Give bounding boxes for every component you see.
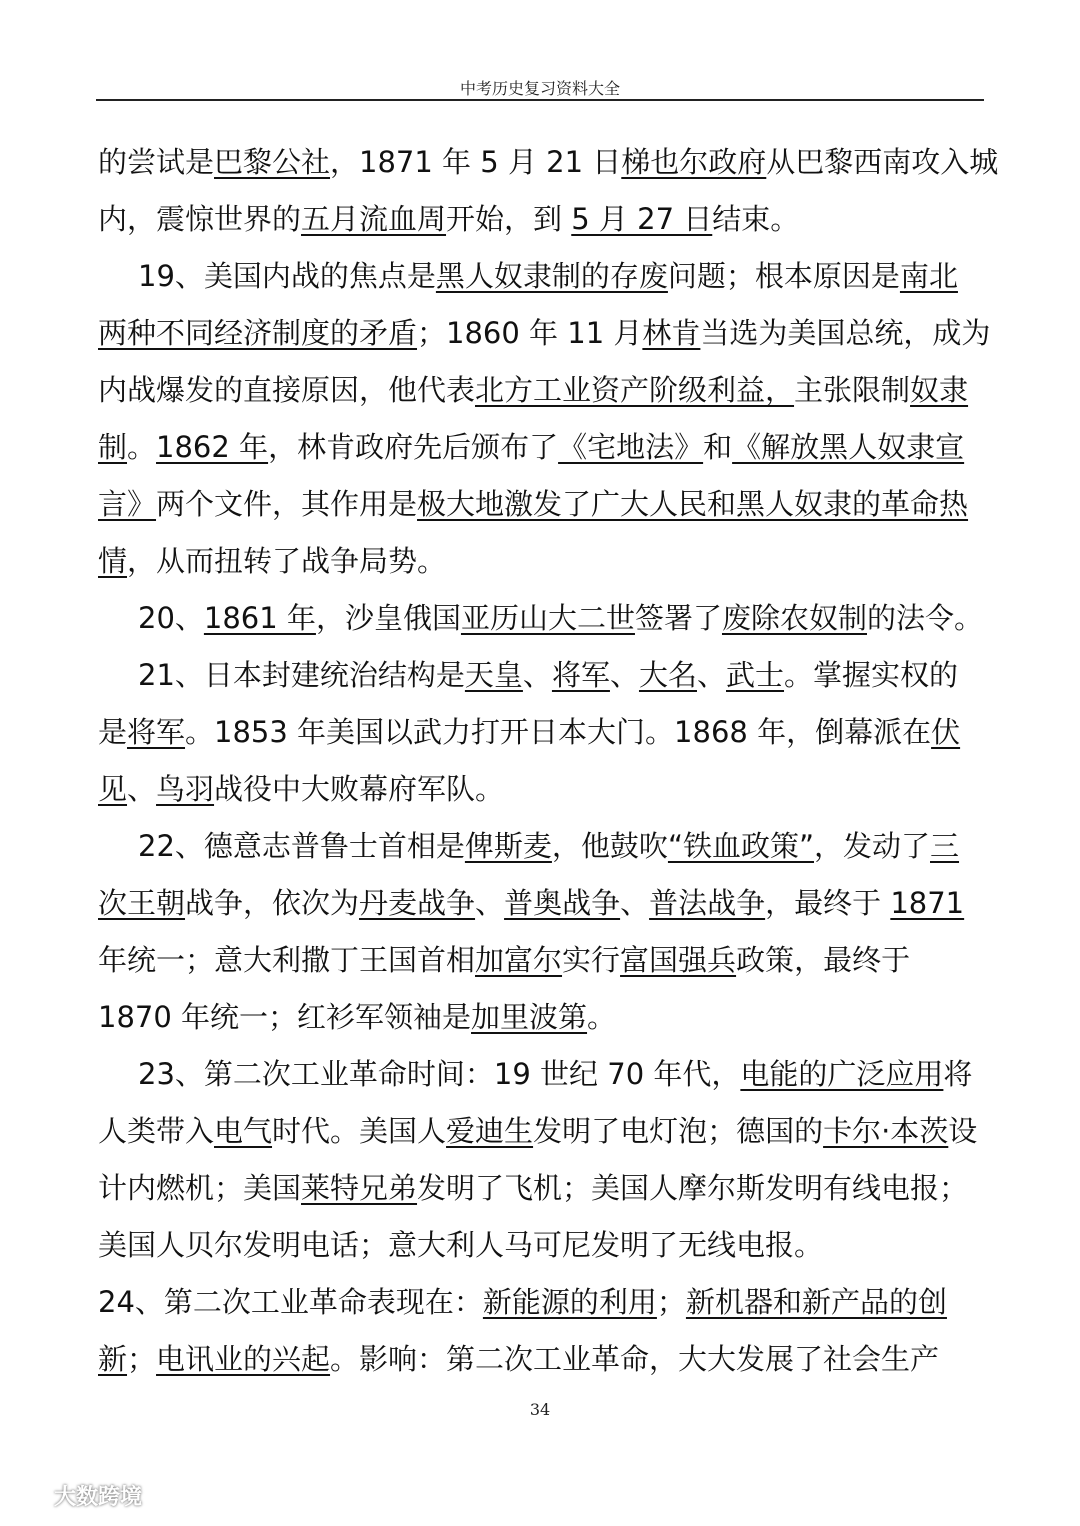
text-segment: 、 <box>696 658 726 692</box>
text-segment: 的法令。 <box>867 601 984 635</box>
text-line <box>98 818 982 875</box>
brand-logo-icon <box>8 1483 48 1509</box>
key-term: 《宅地法》 <box>558 430 704 464</box>
page-header-title: 中考历史复习资料大全 <box>459 79 620 98</box>
text-segment: ；1860 年 11 月 <box>417 316 643 350</box>
key-term: 电气 <box>214 1114 273 1148</box>
key-term: 极大地激发了广大人民和黑人奴隶的革命热 <box>417 487 969 521</box>
key-term: 1862 年 <box>156 430 269 464</box>
document-body <box>98 134 999 1388</box>
key-term: 1861 年 <box>203 601 316 635</box>
text-line <box>98 248 982 305</box>
text-segment: 。 <box>587 1000 617 1034</box>
key-term: 大名 <box>638 658 697 692</box>
text-segment: 签署了 <box>634 601 722 635</box>
text-segment: 23、第二次工业革命时间：19 世纪 70 年代， <box>138 1057 741 1091</box>
text-segment: 1870 年统一；红衫军领袖是 <box>98 1000 472 1034</box>
text-segment: ，沙皇俄国 <box>315 601 461 635</box>
key-term: 电讯业的兴起 <box>156 1342 331 1376</box>
text-segment: ，从而扭转了战争局势。 <box>127 544 447 578</box>
key-term: 林肯 <box>642 316 701 350</box>
text-line <box>98 1274 982 1331</box>
key-term: 《解放黑人奴隶宣 <box>732 430 965 464</box>
key-term: 次王朝 <box>98 886 186 920</box>
key-term: 亚历山大二世 <box>460 601 635 635</box>
text-line <box>98 1331 982 1388</box>
text-line <box>98 647 982 704</box>
text-segment: 实行 <box>562 943 621 977</box>
key-term: “铁血政策” <box>667 829 814 863</box>
text-segment: 的尝试是 <box>98 145 215 179</box>
key-term: 普法战争 <box>649 886 766 920</box>
key-term: 南北 <box>899 259 958 293</box>
header-divider <box>96 99 984 101</box>
key-term: 莱特兄弟 <box>301 1171 418 1205</box>
text-segment: ，1871 年 5 月 21 日 <box>330 145 622 179</box>
key-term: 1871 <box>890 886 965 920</box>
text-segment: 设 <box>948 1114 978 1148</box>
key-term: 制 <box>98 430 128 464</box>
text-line <box>98 533 982 590</box>
page-number: 34 <box>529 1400 551 1419</box>
key-term: 言》 <box>98 487 157 521</box>
text-segment: 24、第二次工业革命表现在： <box>98 1285 483 1319</box>
key-term: 伏 <box>931 715 961 749</box>
text-segment: 20、 <box>138 601 204 635</box>
text-line <box>98 419 982 476</box>
text-segment: 发明了飞机；美国人摩尔斯发明有线电报； <box>417 1171 969 1205</box>
text-segment: ； <box>127 1342 157 1376</box>
text-segment: 从巴黎西南攻入城 <box>766 145 999 179</box>
text-line <box>98 305 991 362</box>
text-line <box>98 590 982 647</box>
text-segment: 、 <box>522 658 552 692</box>
text-segment: 时代。美国人 <box>272 1114 447 1148</box>
text-segment: 。掌握实权的 <box>784 658 959 692</box>
text-line <box>98 704 982 761</box>
text-line <box>98 191 982 248</box>
key-term: 新能源的利用 <box>482 1285 657 1319</box>
key-term: 将军 <box>127 715 186 749</box>
text-segment: 、 <box>127 772 157 806</box>
key-term: 情 <box>98 544 128 578</box>
text-segment: 21、日本封建统治结构是 <box>138 658 465 692</box>
key-term: 爱迪生 <box>446 1114 534 1148</box>
key-term: 新机器和新产品的创 <box>685 1285 947 1319</box>
key-term: 梯也尔政府 <box>621 145 767 179</box>
text-segment: 当选为美国总统，成为 <box>700 316 991 350</box>
text-line <box>98 1217 982 1274</box>
key-term: 五月流血周 <box>301 202 447 236</box>
key-term: 巴黎公社 <box>214 145 331 179</box>
text-segment: 发明了电灯泡；德国的 <box>533 1114 824 1148</box>
text-segment: ； <box>656 1285 686 1319</box>
text-line <box>98 989 982 1046</box>
text-segment: ，发动了 <box>814 829 931 863</box>
text-segment: 将 <box>943 1057 973 1091</box>
text-segment: 内战爆发的直接原因，他代表 <box>98 373 476 407</box>
text-segment: 人类带入 <box>98 1114 215 1148</box>
text-segment: 、 <box>620 886 650 920</box>
text-line <box>98 761 982 818</box>
watermark <box>8 1480 142 1511</box>
key-term: 三 <box>930 829 960 863</box>
text-segment: 战役中大败幕府军队。 <box>214 772 505 806</box>
text-line <box>98 1160 982 1217</box>
key-term: 5 月 27 日 <box>571 202 713 236</box>
text-line <box>98 1046 982 1103</box>
watermark-text: 大数跨境 <box>54 1485 143 1510</box>
text-segment: 是 <box>98 715 128 749</box>
key-term: 奴隶 <box>910 373 969 407</box>
key-term: 见 <box>98 772 128 806</box>
text-line <box>98 362 982 419</box>
text-segment: 。1853 年美国以武力打开日本大门。1868 年，倒幕派在 <box>185 715 932 749</box>
text-segment: 结束。 <box>712 202 800 236</box>
text-line <box>98 1103 982 1160</box>
text-segment: 22、德意志普鲁士首相是 <box>138 829 465 863</box>
key-term: 加富尔 <box>475 943 563 977</box>
text-segment: ，林肯政府先后颁布了 <box>268 430 559 464</box>
key-term: 鸟羽 <box>156 772 215 806</box>
key-term: 武士 <box>726 658 785 692</box>
text-line <box>98 875 982 932</box>
key-term: 卡尔·本茨 <box>823 1114 949 1148</box>
key-term: 电能的广泛应用 <box>740 1057 944 1091</box>
text-segment: 主张限制 <box>794 373 911 407</box>
key-term: 废除农奴制 <box>721 601 867 635</box>
text-segment: 、 <box>609 658 639 692</box>
text-segment: 美国人贝尔发明电话；意大利人马可尼发明了无线电报。 <box>98 1228 824 1262</box>
text-segment: 。 <box>127 430 157 464</box>
text-segment: 19、美国内战的焦点是 <box>138 259 436 293</box>
key-term: 新 <box>98 1342 128 1376</box>
text-segment: 。影响：第二次工业革命，大大发展了社会生产 <box>330 1342 940 1376</box>
key-term: 俾斯麦 <box>464 829 552 863</box>
key-term: 天皇 <box>464 658 523 692</box>
text-segment: ，他鼓吹 <box>551 829 668 863</box>
text-segment: 和 <box>703 430 733 464</box>
text-segment: 年统一；意大利撒丁王国首相 <box>98 943 476 977</box>
key-term: 黑人奴隶制的存废 <box>435 259 668 293</box>
text-segment: 问题；根本原因是 <box>667 259 900 293</box>
key-term: 普奥战争 <box>504 886 621 920</box>
text-line <box>98 134 999 191</box>
text-segment: 计内燃机；美国 <box>98 1171 302 1205</box>
text-segment: 开始，到 <box>446 202 572 236</box>
text-segment: ，最终于 <box>765 886 891 920</box>
key-term: 北方工业资产阶级利益， <box>475 373 795 407</box>
key-term: 富国强兵 <box>620 943 737 977</box>
text-segment: 两个文件，其作用是 <box>156 487 418 521</box>
key-term: 两种不同经济制度的矛盾 <box>98 316 418 350</box>
key-term: 丹麦战争 <box>359 886 476 920</box>
text-line <box>98 932 982 989</box>
text-line <box>98 476 982 533</box>
key-term: 加里波第 <box>471 1000 588 1034</box>
key-term: 将军 <box>551 658 610 692</box>
text-segment: 、 <box>475 886 505 920</box>
text-segment: 战争，依次为 <box>185 886 360 920</box>
text-segment: 内，震惊世界的 <box>98 202 302 236</box>
text-segment: 政策，最终于 <box>736 943 911 977</box>
